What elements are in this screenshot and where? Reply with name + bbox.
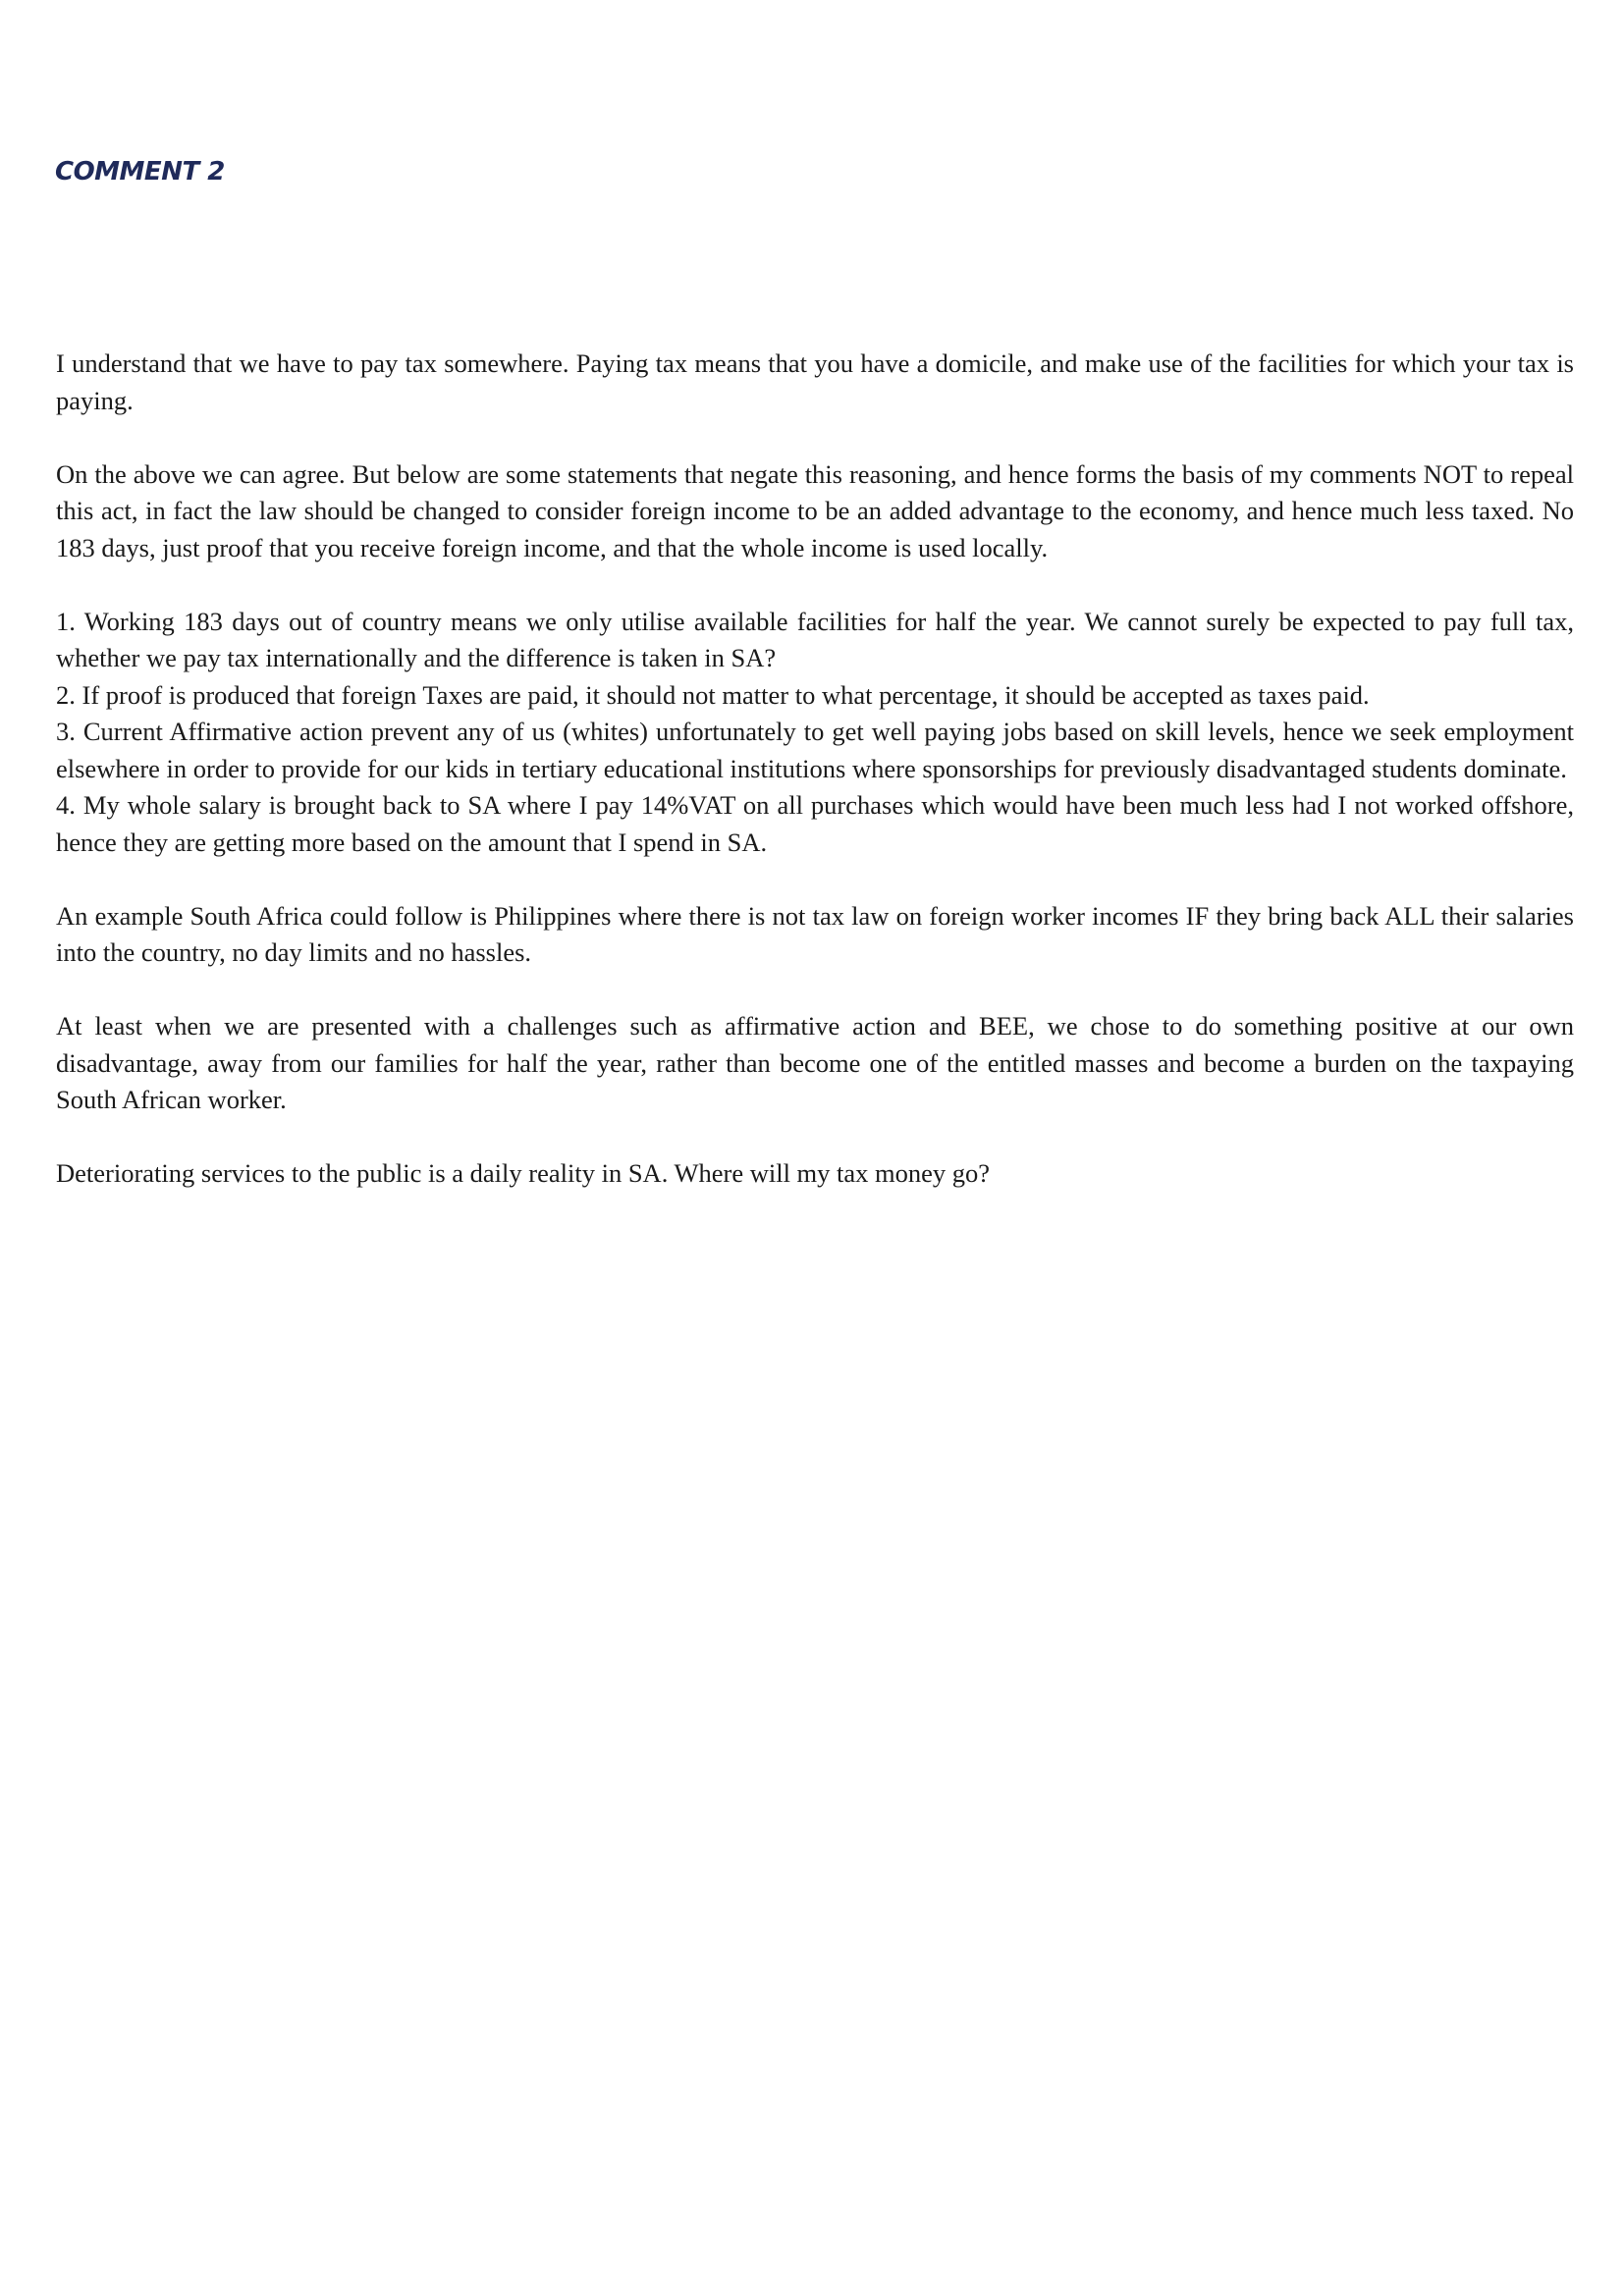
paragraph-intro: I understand that we have to pay tax somewhere. Paying tax means that you have a domicile, and make use of the facilities for which your tax is paying. [56,348,1574,415]
point-item: 1. Working 183 days out of country means we only utilise available facilities for half the year. We cannot surely be expected to pay full tax, whether we pay tax internationally and the difference is taken in SA? [56,606,1574,672]
comment-heading: COMMENT 2 [55,157,225,187]
comment-body [56,346,1574,1229]
point-item: 3. Current Affirmative action prevent any of us (whites) unfortunately to get well paying jobs based on skill levels, hence we seek employment elsewhere in order to provide for our kids in tertiary educational institutions where sponsorships for previously disadvantaged students dominate. [56,717,1574,783]
paragraph-argument: On the above we can agree. But below are some statements that negate this reasoning, and hence forms the basis of my comments NOT to repeal this act, in fact the law should be changed to consider foreign income to be an added advantage to the economy, and hence much less taxed. No 183 days, just proof that you receive foreign income, and that the whole income is used locally. [56,458,1574,562]
paragraph-example: An example South Africa could follow is Philippines where there is not tax law on foreign worker incomes IF they bring back ALL their salaries into the country, no day limits and no hassles. [56,900,1574,967]
point-item: 4. My whole salary is brought back to SA where I pay 14%VAT on all purchases which would have been much less had I not worked offshore, hence they are getting more based on the amount that I spend in SA. [56,790,1574,857]
point-item: 2. If proof is produced that foreign Taxes are paid, it should not matter to what percentage, it should be accepted as taxes paid. [56,679,1370,710]
paragraph-challenges: At least when we are presented with a challenges such as affirmative action and BEE, we chose to do something positive at our own disadvantage, away from our families for half the year, rather than become one of the entitled masses and become a burden on the taxpaying South African worker. [56,1011,1574,1114]
paragraph-closing: Deteriorating services to the public is a daily reality in SA. Where will my tax money go? [56,1158,991,1188]
numbered-points [56,604,1574,862]
